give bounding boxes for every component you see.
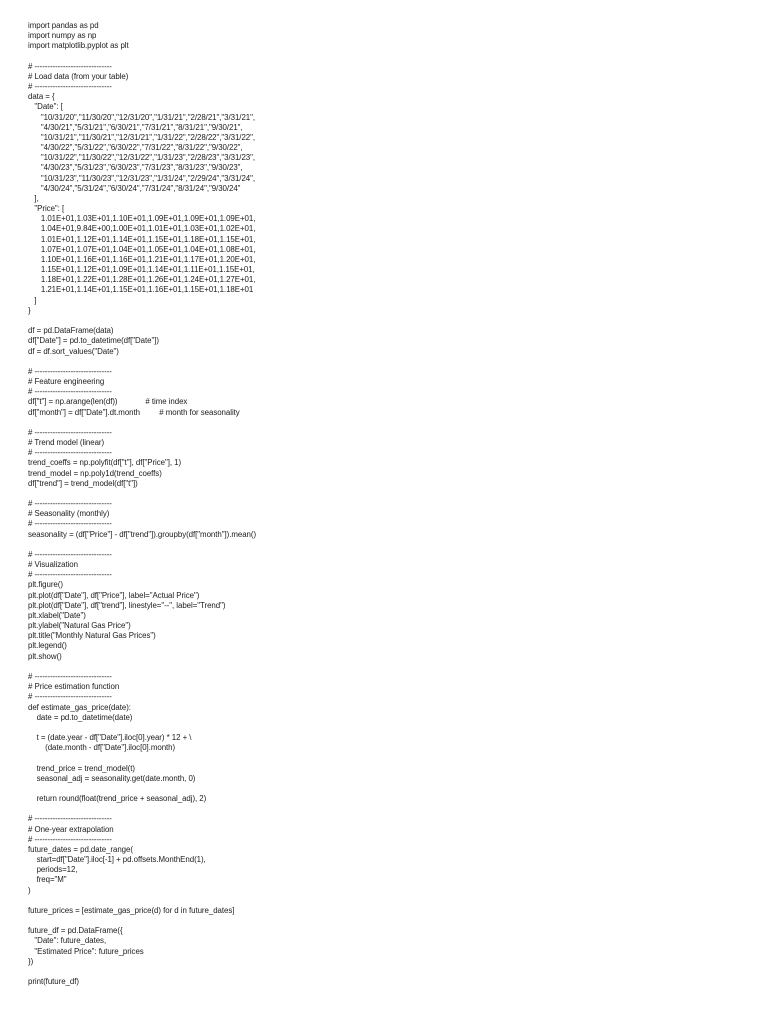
code-line: # ------------------------------ [28, 82, 112, 92]
code-line: # ------------------------------ [28, 549, 112, 559]
code-line: # ------------------------------ [28, 61, 112, 71]
code-line: # ------------------------------ [28, 387, 112, 397]
code-line: # Trend model (linear) [28, 438, 105, 448]
code-line: 1.01E+01,1.12E+01,1.14E+01,1.15E+01,1.18E+01,1.15E+01, [28, 234, 256, 244]
code-line: 1.15E+01,1.12E+01,1.09E+01,1.14E+01,1.11E+01,1.15E+01, [28, 265, 255, 275]
code-line: df["Date"] = pd.to_datetime(df["Date"]) [28, 336, 159, 346]
code-line: "4/30/24","5/31/24","6/30/24","7/31/24","8/31/24","9/30/24" [28, 183, 241, 193]
code-line: future_prices = [estimate_gas_price(d) for d in future_dates] [28, 905, 235, 915]
code-line: 1.01E+01,1.03E+01,1.10E+01,1.09E+01,1.09E+01,1.09E+01, [28, 214, 256, 224]
code-line: 1.18E+01,1.22E+01,1.28E+01,1.26E+01,1.24E+01,1.27E+01, [28, 275, 256, 285]
code-line [28, 316, 758, 326]
code-line [28, 753, 758, 763]
code-line: # ------------------------------ [28, 570, 112, 580]
code-line: # One-year extrapolation [28, 824, 114, 834]
code-line: "Estimated Price": future_prices [28, 946, 144, 956]
code-line: trend_model = np.poly1d(trend_coeffs) [28, 468, 162, 478]
code-line: } [28, 305, 31, 315]
code-line: # ------------------------------ [28, 834, 112, 844]
code-line: }) [28, 956, 34, 966]
code-line: print(future_df) [28, 977, 79, 987]
code-line: ], [28, 193, 39, 203]
code-line: "10/31/22","11/30/22","12/31/22","1/31/23","2/28/23","3/31/23", [28, 153, 256, 163]
code-line: # ------------------------------ [28, 448, 112, 458]
code-line: import numpy as np [28, 31, 97, 41]
code-line: df["month"] = df["Date"].dt.month # month for seasonality [28, 407, 240, 417]
code-line: (date.month - df["Date"].iloc[0].month) [28, 743, 176, 753]
code-line: 1.07E+01,1.07E+01,1.04E+01,1.05E+01,1.04E+01,1.08E+01, [28, 244, 256, 254]
code-line: plt.legend() [28, 641, 67, 651]
code-line [28, 540, 758, 550]
code-line: 1.04E+01,9.84E+00,1.00E+01,1.01E+01,1.03E+01,1.02E+01, [28, 224, 256, 234]
code-line: plt.xlabel("Date") [28, 610, 86, 620]
code-line: trend_coeffs = np.polyfit(df["t"], df["Price"], 1) [28, 458, 182, 468]
code-line: "4/30/22","5/31/22","6/30/22","7/31/22","8/31/22","9/30/22", [28, 143, 243, 153]
code-line [28, 784, 758, 794]
code-line: freq="M" [28, 875, 67, 885]
code-line: # Load data (from your table) [28, 71, 129, 81]
code-line: "4/30/21","5/31/21","6/30/21","7/31/21","8/31/21","9/30/21", [28, 122, 243, 132]
code-line: # Price estimation function [28, 682, 120, 692]
code-line: # ------------------------------ [28, 672, 112, 681]
code-line: # ------------------------------ [28, 692, 112, 702]
code-line: plt.plot(df["Date"], df["trend"], linestyle="--", label="Trend") [28, 600, 226, 610]
code-line: "Date": [ [28, 102, 63, 112]
code-line: df["trend"] = trend_model(df["t"]) [28, 478, 138, 488]
code-line [28, 489, 758, 499]
code-line: ] [28, 295, 37, 305]
code-line: seasonal_adj = seasonality.get(date.month, 0) [28, 773, 196, 783]
code-line: "10/31/20","11/30/20","12/31/20","1/31/21","2/28/21","3/31/21", [28, 112, 256, 122]
code-line: "Price": [ [28, 204, 65, 214]
code-line: "10/31/23","11/30/23","12/31/23","1/31/24","2/29/24","3/31/24", [28, 173, 256, 183]
code-line: # ------------------------------ [28, 366, 112, 376]
code-line: t = (date.year - df["Date"].iloc[0].year) * 12 + \ [28, 733, 192, 743]
code-line [28, 357, 758, 367]
code-line [28, 967, 758, 977]
code-line: def estimate_gas_price(date): [28, 702, 131, 712]
code-line [28, 916, 758, 926]
code-line: data = { [28, 92, 55, 102]
code-line: start=df["Date"].iloc[-1] + pd.offsets.MonthEnd(1), [28, 855, 206, 865]
code-line: # Visualization [28, 560, 78, 570]
code-line: date = pd.to_datetime(date) [28, 712, 133, 722]
code-line: import matplotlib.pyplot as plt [28, 41, 129, 51]
code-line [28, 662, 758, 672]
code-line: # Feature engineering [28, 377, 105, 387]
code-line: # ------------------------------ [28, 814, 112, 824]
code-line: # Seasonality (monthly) [28, 509, 110, 519]
code-line: future_df = pd.DataFrame({ [28, 926, 123, 936]
code-line: df = df.sort_values("Date") [28, 346, 119, 356]
code-line: 1.21E+01,1.14E+01,1.15E+01,1.16E+01,1.15E+01,1.18E+01 [28, 285, 254, 295]
code-line [28, 896, 758, 906]
code-line [28, 418, 758, 428]
code-line: seasonality = (df["Price"] - df["trend"]).groupby(df["month"]).mean() [28, 529, 257, 539]
code-line: future_dates = pd.date_range( [28, 844, 133, 854]
code-line [28, 804, 758, 814]
code-line: plt.title("Monthly Natural Gas Prices") [28, 631, 156, 641]
code-document [28, 21, 758, 987]
code-line: # ------------------------------ [28, 519, 112, 529]
code-line: "Date": future_dates, [28, 936, 107, 946]
code-line: # ------------------------------ [28, 499, 112, 509]
code-line: ) [28, 885, 31, 895]
code-line: import pandas as pd [28, 21, 99, 30]
code-line: df["t"] = np.arange(len(df)) # time index [28, 397, 188, 407]
code-line: trend_price = trend_model(t) [28, 763, 135, 773]
code-line: plt.show() [28, 651, 62, 661]
code-line: periods=12, [28, 865, 78, 875]
code-line: # ------------------------------ [28, 427, 112, 437]
code-line: plt.ylabel("Natural Gas Price") [28, 621, 131, 631]
code-line: 1.10E+01,1.16E+01,1.16E+01,1.21E+01,1.17E+01,1.20E+01, [28, 254, 256, 264]
code-line: df = pd.DataFrame(data) [28, 326, 114, 336]
code-line: plt.plot(df["Date"], df["Price"], label="Actual Price") [28, 590, 200, 600]
code-line [28, 52, 758, 62]
code-line: "10/31/21","11/30/21","12/31/21","1/31/22","2/28/22","3/31/22", [28, 132, 256, 142]
code-line: "4/30/23","5/31/23","6/30/23","7/31/23","8/31/23","9/30/23", [28, 163, 243, 173]
code-line [28, 723, 758, 733]
code-line: plt.figure() [28, 580, 63, 590]
code-line: return round(float(trend_price + seasonal_adj), 2) [28, 794, 207, 804]
